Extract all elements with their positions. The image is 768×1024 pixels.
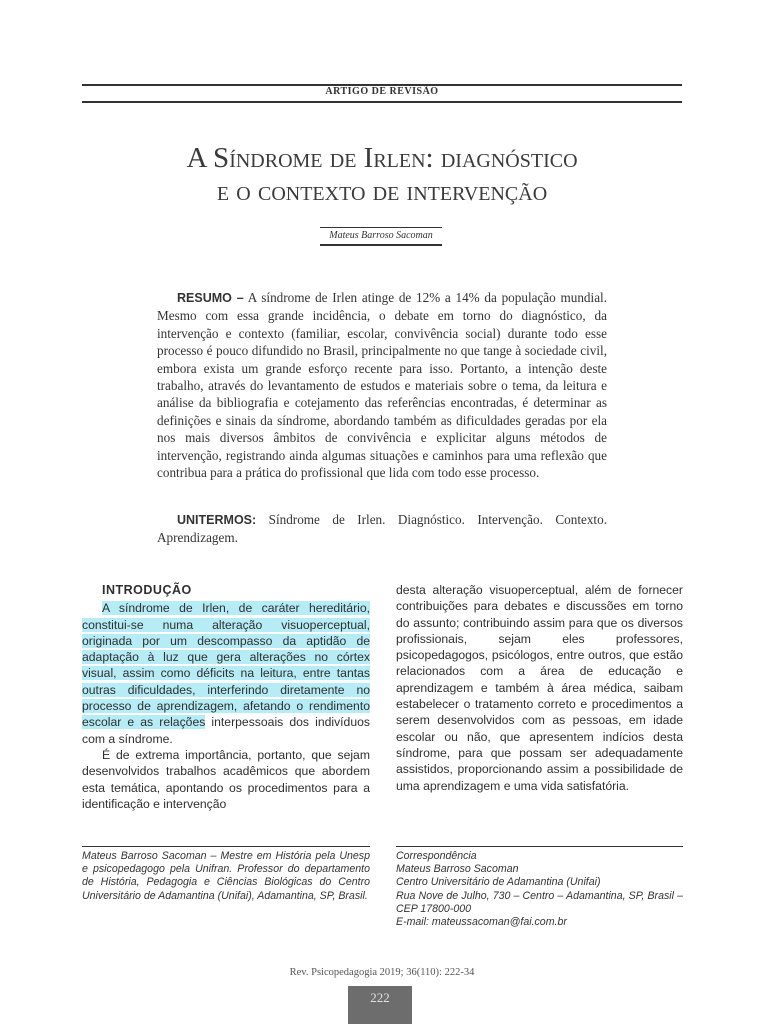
correspondence xyxy=(396,850,683,929)
keywords-text: Síndrome de Irlen. Diagnóstico. Intervenção. Contexto. Aprendizagem. xyxy=(157,512,607,546)
journal-reference: Rev. Psicopedagogia 2019; 36(110): 222-34 xyxy=(289,967,475,978)
introduction-heading: INTRODUÇÃO xyxy=(102,583,192,597)
footnote-rule-right xyxy=(396,846,683,847)
correspondence-email: E-mail: mateussacoman@fai.com.br xyxy=(396,916,567,929)
article-title xyxy=(82,142,682,208)
right-column xyxy=(396,582,683,794)
author-rule-bottom xyxy=(320,244,442,246)
abstract xyxy=(157,289,607,481)
page-number-box xyxy=(348,986,412,1024)
correspondence-name: Mateus Barroso Sacoman xyxy=(396,863,519,876)
right-column-paragraph: desta alteração visuoperceptual, além de fornecer contribuições para debates e discussões em torno do assunto; contribuindo assim para que os diversos profissionais, sejam eles professores, psicopedagogos, psicólogos, entre outros, que estão relacionados com a área de educação e aprendizagem e também à área médica, saibam estabelecer o tratamento correto e procedimentos a serem desenvolvidos com as pessoas, em idade escolar ou não, que apresentem indícios desta síndrome, para que possam ser adequadamente assistidos, proporcionando assim a possibilidade de uma aprendizagem e uma vida satisfatória. xyxy=(396,583,683,793)
author-bio xyxy=(82,850,370,903)
keywords-label: UNITERMOS: xyxy=(177,513,257,527)
intro-paragraph-2: É de extrema importância, portanto, que sejam desenvolvidos trabalhos acadêmicos que abordem esta temática, apontando os procedimentos para a identificação e intervenção xyxy=(82,747,370,811)
title-line-1: A Síndrome de Irlen: diagnóstico xyxy=(186,142,578,174)
abstract-text: A síndrome de Irlen atinge de 12% a 14% da população mundial. Mesmo com essa grande incidência, o debate em torno do diagnóstico, da intervenção e contexto (familiar, escolar, convivência social) durante todo esse processo é pouco difundido no Brasil, principalmente no que tange à sociedade civil, embora exista um grande esforço recente para isso. Portanto, a intenção deste trabalho, através do levantamento de estudos e materiais sobre o tema, da leitura e análise da bibliografia e cotejamento das referências encontradas, é determinar as definições e sinais da síndrome, abordando também as dificuldades geradas por ela nos mais diversos âmbitos de convivência e explicitar alguns métodos de intervenção, registrando ainda algumas situações e caminhos para uma reflexão que contribua para a prática do profissional que lida com todo esse processo. xyxy=(157,290,608,481)
correspondence-heading: Correspondência xyxy=(396,850,477,862)
keywords xyxy=(157,511,607,547)
header-rule-bottom xyxy=(82,101,682,103)
abstract-label: RESUMO – xyxy=(177,291,244,305)
highlighted-text: A síndrome de Irlen, de caráter hereditário, constitui-se numa alteração visuoperceptual, originada por um descompasso da aptidão de adaptação à luz que gera alterações no córtex visual, assim como déficits na leitura, entre tantas outras dificuldades, interferindo diretamente no processo de aprendizagem, afetando o rendimento escolar e as relações xyxy=(82,601,370,730)
author-rule-top xyxy=(320,227,442,228)
paragraph-1-rest: interpessoais dos indivíduos com a síndrome. xyxy=(82,715,370,746)
author-bio-text: Mateus Barroso Sacoman – Mestre em História pela Unesp e psicopedagogo pela Unifran. Professor do departamento de História, Pedagogia e Ciências Biológicas do Centro Universitário de Adamantina (Unifai), Adamantina, SP, Brasil. xyxy=(82,850,370,902)
page-number: 222 xyxy=(370,990,390,1005)
intro-paragraph-1 xyxy=(82,600,370,747)
correspondence-address: Rua Nove de Julho, 730 – Centro – Adamantina, SP, Brasil – CEP 17800-000 xyxy=(396,889,683,915)
footnote-rule-left xyxy=(82,846,370,847)
author-name: Mateus Barroso Sacoman xyxy=(329,230,433,241)
section-label: ARTIGO DE REVISÃO xyxy=(325,86,439,97)
correspondence-institution: Centro Universitário de Adamantina (Unifai) xyxy=(396,876,601,889)
title-line-2: e o contexto de intervenção xyxy=(216,175,548,207)
left-column xyxy=(82,582,370,812)
